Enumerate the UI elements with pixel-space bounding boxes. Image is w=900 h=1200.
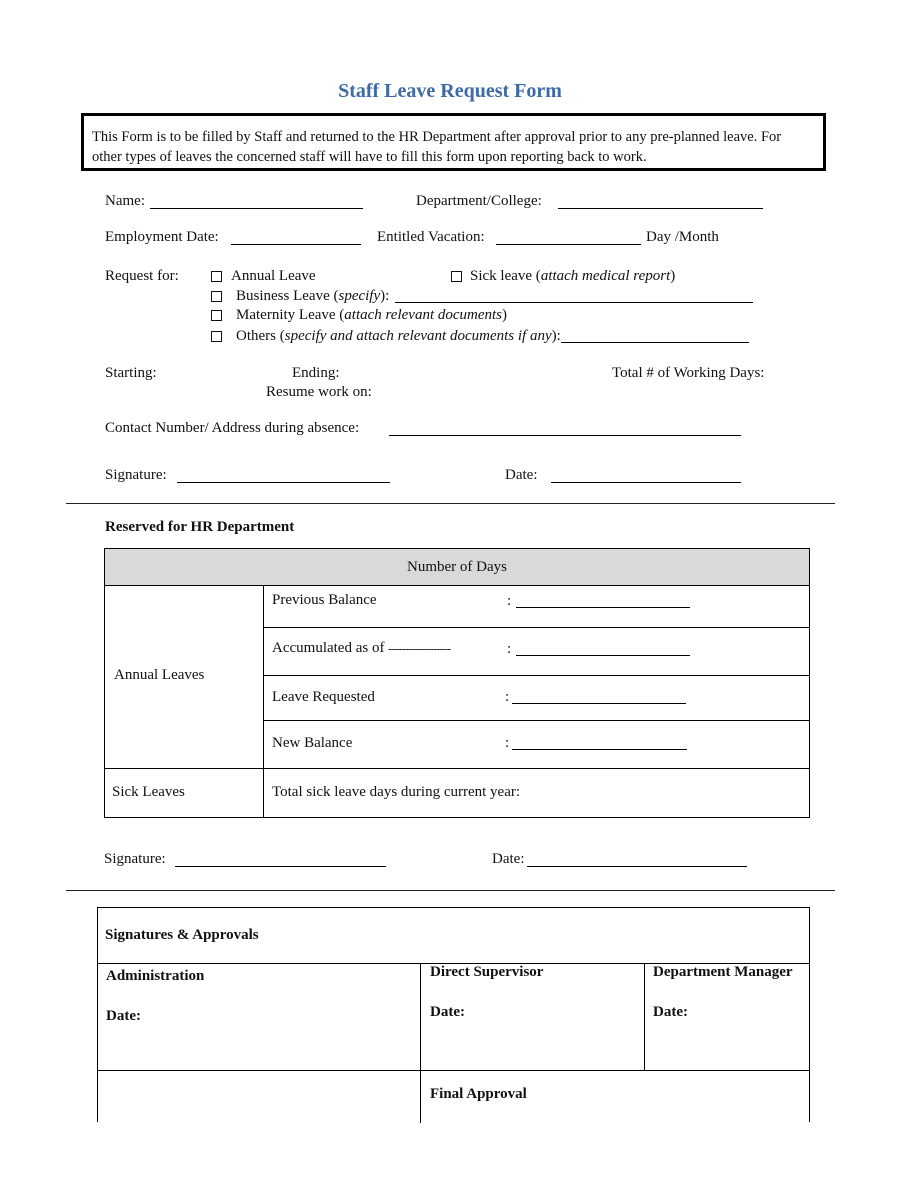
hr-signature-label: Signature: bbox=[104, 851, 166, 867]
colon: : bbox=[507, 593, 512, 609]
approvals-heading: Signatures & Approvals bbox=[105, 927, 259, 943]
signature-label: Signature: bbox=[105, 467, 167, 483]
hr-heading: Reserved for HR Department bbox=[105, 519, 295, 535]
request-for-label: Request for: bbox=[105, 268, 179, 284]
sick-leave-checkbox[interactable] bbox=[451, 271, 462, 282]
business-leave-label: Business Leave (specify): bbox=[236, 288, 390, 304]
starting-label: Starting: bbox=[105, 365, 157, 381]
name-field[interactable] bbox=[150, 208, 363, 209]
administration-label: Administration bbox=[106, 968, 205, 984]
date-label: Date: bbox=[505, 467, 538, 483]
signature-field[interactable] bbox=[177, 482, 390, 483]
leave-requested-field[interactable] bbox=[512, 703, 686, 704]
entitled-vacation-field[interactable] bbox=[496, 244, 641, 245]
annual-leaves-label: Annual Leaves bbox=[114, 667, 205, 683]
previous-balance-field[interactable] bbox=[516, 607, 690, 608]
employment-date-field[interactable] bbox=[231, 244, 361, 245]
total-working-days-label: Total # of Working Days: bbox=[612, 365, 765, 381]
employment-date-label: Employment Date: bbox=[105, 229, 219, 245]
department-label: Department/College: bbox=[416, 193, 542, 209]
row-divider bbox=[98, 1070, 809, 1071]
date-field[interactable] bbox=[551, 482, 741, 483]
sick-leaves-label: Sick Leaves bbox=[112, 784, 185, 800]
accumulated-field[interactable] bbox=[516, 655, 690, 656]
total-sick-days-label: Total sick leave days during current year: bbox=[272, 784, 521, 800]
department-manager-label: Department Manager bbox=[653, 964, 793, 980]
hr-date-label: Date: bbox=[492, 851, 525, 867]
business-leave-checkbox[interactable] bbox=[211, 291, 222, 302]
row-divider bbox=[263, 627, 809, 628]
new-balance-field[interactable] bbox=[512, 749, 687, 750]
contact-label: Contact Number/ Address during absence: bbox=[105, 420, 360, 436]
new-balance-label: New Balance bbox=[272, 735, 353, 751]
colon: : bbox=[507, 641, 512, 657]
contact-field[interactable] bbox=[389, 435, 741, 436]
column-divider bbox=[644, 963, 645, 1070]
accumulated-label: Accumulated as of ---------------------- bbox=[272, 640, 451, 656]
previous-balance-label: Previous Balance bbox=[272, 592, 377, 608]
others-label: Others (specify and attach relevant documents if any): bbox=[236, 328, 561, 344]
maternity-leave-checkbox[interactable] bbox=[211, 310, 222, 321]
hr-signature-field[interactable] bbox=[175, 866, 386, 867]
others-checkbox[interactable] bbox=[211, 331, 222, 342]
divider bbox=[66, 890, 835, 891]
day-month-label: Day /Month bbox=[646, 229, 719, 245]
form-title: Staff Leave Request Form bbox=[338, 80, 562, 102]
name-label: Name: bbox=[105, 193, 145, 209]
divider bbox=[66, 503, 835, 504]
resume-work-label: Resume work on: bbox=[266, 384, 372, 400]
row-divider bbox=[263, 720, 809, 721]
hr-table-header: Number of Days bbox=[105, 549, 809, 586]
others-field[interactable] bbox=[561, 342, 749, 343]
annual-leave-checkbox[interactable] bbox=[211, 271, 222, 282]
entitled-vacation-label: Entitled Vacation: bbox=[377, 229, 485, 245]
administration-date-label: Date: bbox=[106, 1008, 141, 1024]
department-field[interactable] bbox=[558, 208, 763, 209]
final-approval-label: Final Approval bbox=[430, 1086, 527, 1102]
maternity-leave-label: Maternity Leave (attach relevant documents) bbox=[236, 307, 508, 323]
colon: : bbox=[505, 689, 510, 705]
ending-label: Ending: bbox=[292, 365, 340, 381]
annual-leave-label: Annual Leave bbox=[231, 268, 316, 284]
intro-box: This Form is to be filled by Staff and returned to the HR Department after approval prior to any pre-planned leave. For other types of leaves the concerned staff will have to fill this form upon reporting back to work. bbox=[81, 113, 826, 171]
sick-leave-label: Sick leave (attach medical report) bbox=[470, 268, 676, 284]
row-divider bbox=[105, 768, 809, 769]
leave-requested-label: Leave Requested bbox=[272, 689, 375, 705]
column-divider bbox=[420, 963, 421, 1123]
hr-date-field[interactable] bbox=[527, 866, 747, 867]
supervisor-date-label: Date: bbox=[430, 1004, 465, 1020]
direct-supervisor-label: Direct Supervisor bbox=[430, 964, 544, 980]
row-divider bbox=[263, 675, 809, 676]
colon: : bbox=[505, 735, 510, 751]
hr-table bbox=[104, 548, 810, 818]
business-leave-field[interactable] bbox=[395, 302, 753, 303]
manager-date-label: Date: bbox=[653, 1004, 688, 1020]
column-divider bbox=[263, 585, 264, 817]
